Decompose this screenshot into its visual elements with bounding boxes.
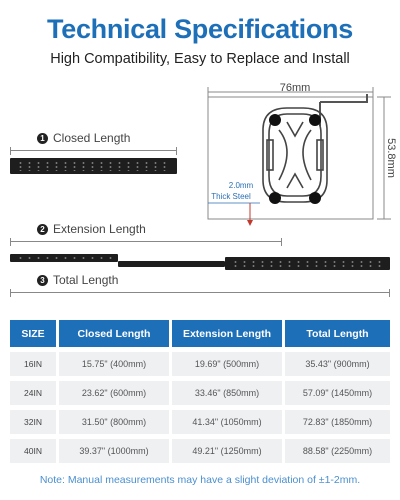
step-number-badge: 3	[37, 275, 48, 286]
cell-closed-length: 15.75" (400mm)	[59, 352, 169, 376]
cell-total-length: 88.58" (2250mm)	[285, 439, 390, 463]
extension-length-dimension-line	[10, 241, 282, 242]
step-total-length	[37, 273, 118, 287]
cell-extension-length: 41.34" (1050mm)	[172, 410, 282, 434]
cell-size: 24IN	[10, 381, 56, 405]
header-extension-length: Extension Length	[172, 320, 282, 347]
page-title: Technical Specifications	[47, 14, 353, 44]
table-row	[10, 381, 390, 405]
cell-total-length: 57.09" (1450mm)	[285, 381, 390, 405]
step-closed-length	[37, 131, 130, 145]
measurement-note: Note: Manual measurements may have a slight deviation of ±1-2mm.	[39, 474, 361, 486]
bearing-icon	[269, 114, 281, 126]
table-row	[10, 352, 390, 376]
closed-length-dimension-line	[10, 150, 177, 151]
cell-size: 16IN	[10, 352, 56, 376]
cell-extension-length: 19.69" (500mm)	[172, 352, 282, 376]
extended-rail-segment-outer	[10, 254, 118, 262]
header-size: SIZE	[10, 320, 56, 347]
cell-extension-length: 49.21" (1250mm)	[172, 439, 282, 463]
cell-closed-length: 23.62" (600mm)	[59, 381, 169, 405]
cell-extension-length: 33.46" (850mm)	[172, 381, 282, 405]
table-row	[10, 439, 390, 463]
step-extension-length	[37, 222, 146, 236]
cell-size: 32IN	[10, 410, 56, 434]
bearing-icon	[309, 114, 321, 126]
header-closed-length: Closed Length	[59, 320, 169, 347]
step-number-badge: 1	[37, 133, 48, 144]
extended-rail-segment-middle	[118, 261, 225, 267]
steel-thickness-label-line1: 2.0mm	[228, 181, 254, 190]
step-label: Total Length	[53, 273, 119, 287]
total-length-dimension-line	[10, 292, 390, 293]
page-subtitle: High Compatibility, Easy to Replace and Install	[50, 51, 350, 67]
cell-total-length: 35.43" (900mm)	[285, 352, 390, 376]
cell-total-length: 72.83" (1850mm)	[285, 410, 390, 434]
steel-thickness-label-line2: Thick Steel	[211, 192, 251, 201]
width-dimension-label: 76mm	[279, 82, 311, 94]
table-row	[10, 410, 390, 434]
bearing-icon	[269, 192, 281, 204]
step-number-badge: 2	[37, 224, 48, 235]
bearing-icon	[309, 192, 321, 204]
step-label: Closed Length	[53, 131, 131, 145]
height-dimension-label: 53.8mm	[385, 138, 397, 178]
cell-closed-length: 31.50" (800mm)	[59, 410, 169, 434]
cell-size: 40IN	[10, 439, 56, 463]
closed-rail-image	[10, 158, 177, 174]
cross-section-diagram	[205, 80, 395, 240]
extended-rail-segment-inner	[225, 257, 390, 270]
step-label: Extension Length	[53, 222, 146, 236]
spec-table	[10, 320, 390, 463]
table-header-row	[10, 320, 390, 347]
cell-closed-length: 39.37" (1000mm)	[59, 439, 169, 463]
header-total-length: Total Length	[285, 320, 390, 347]
